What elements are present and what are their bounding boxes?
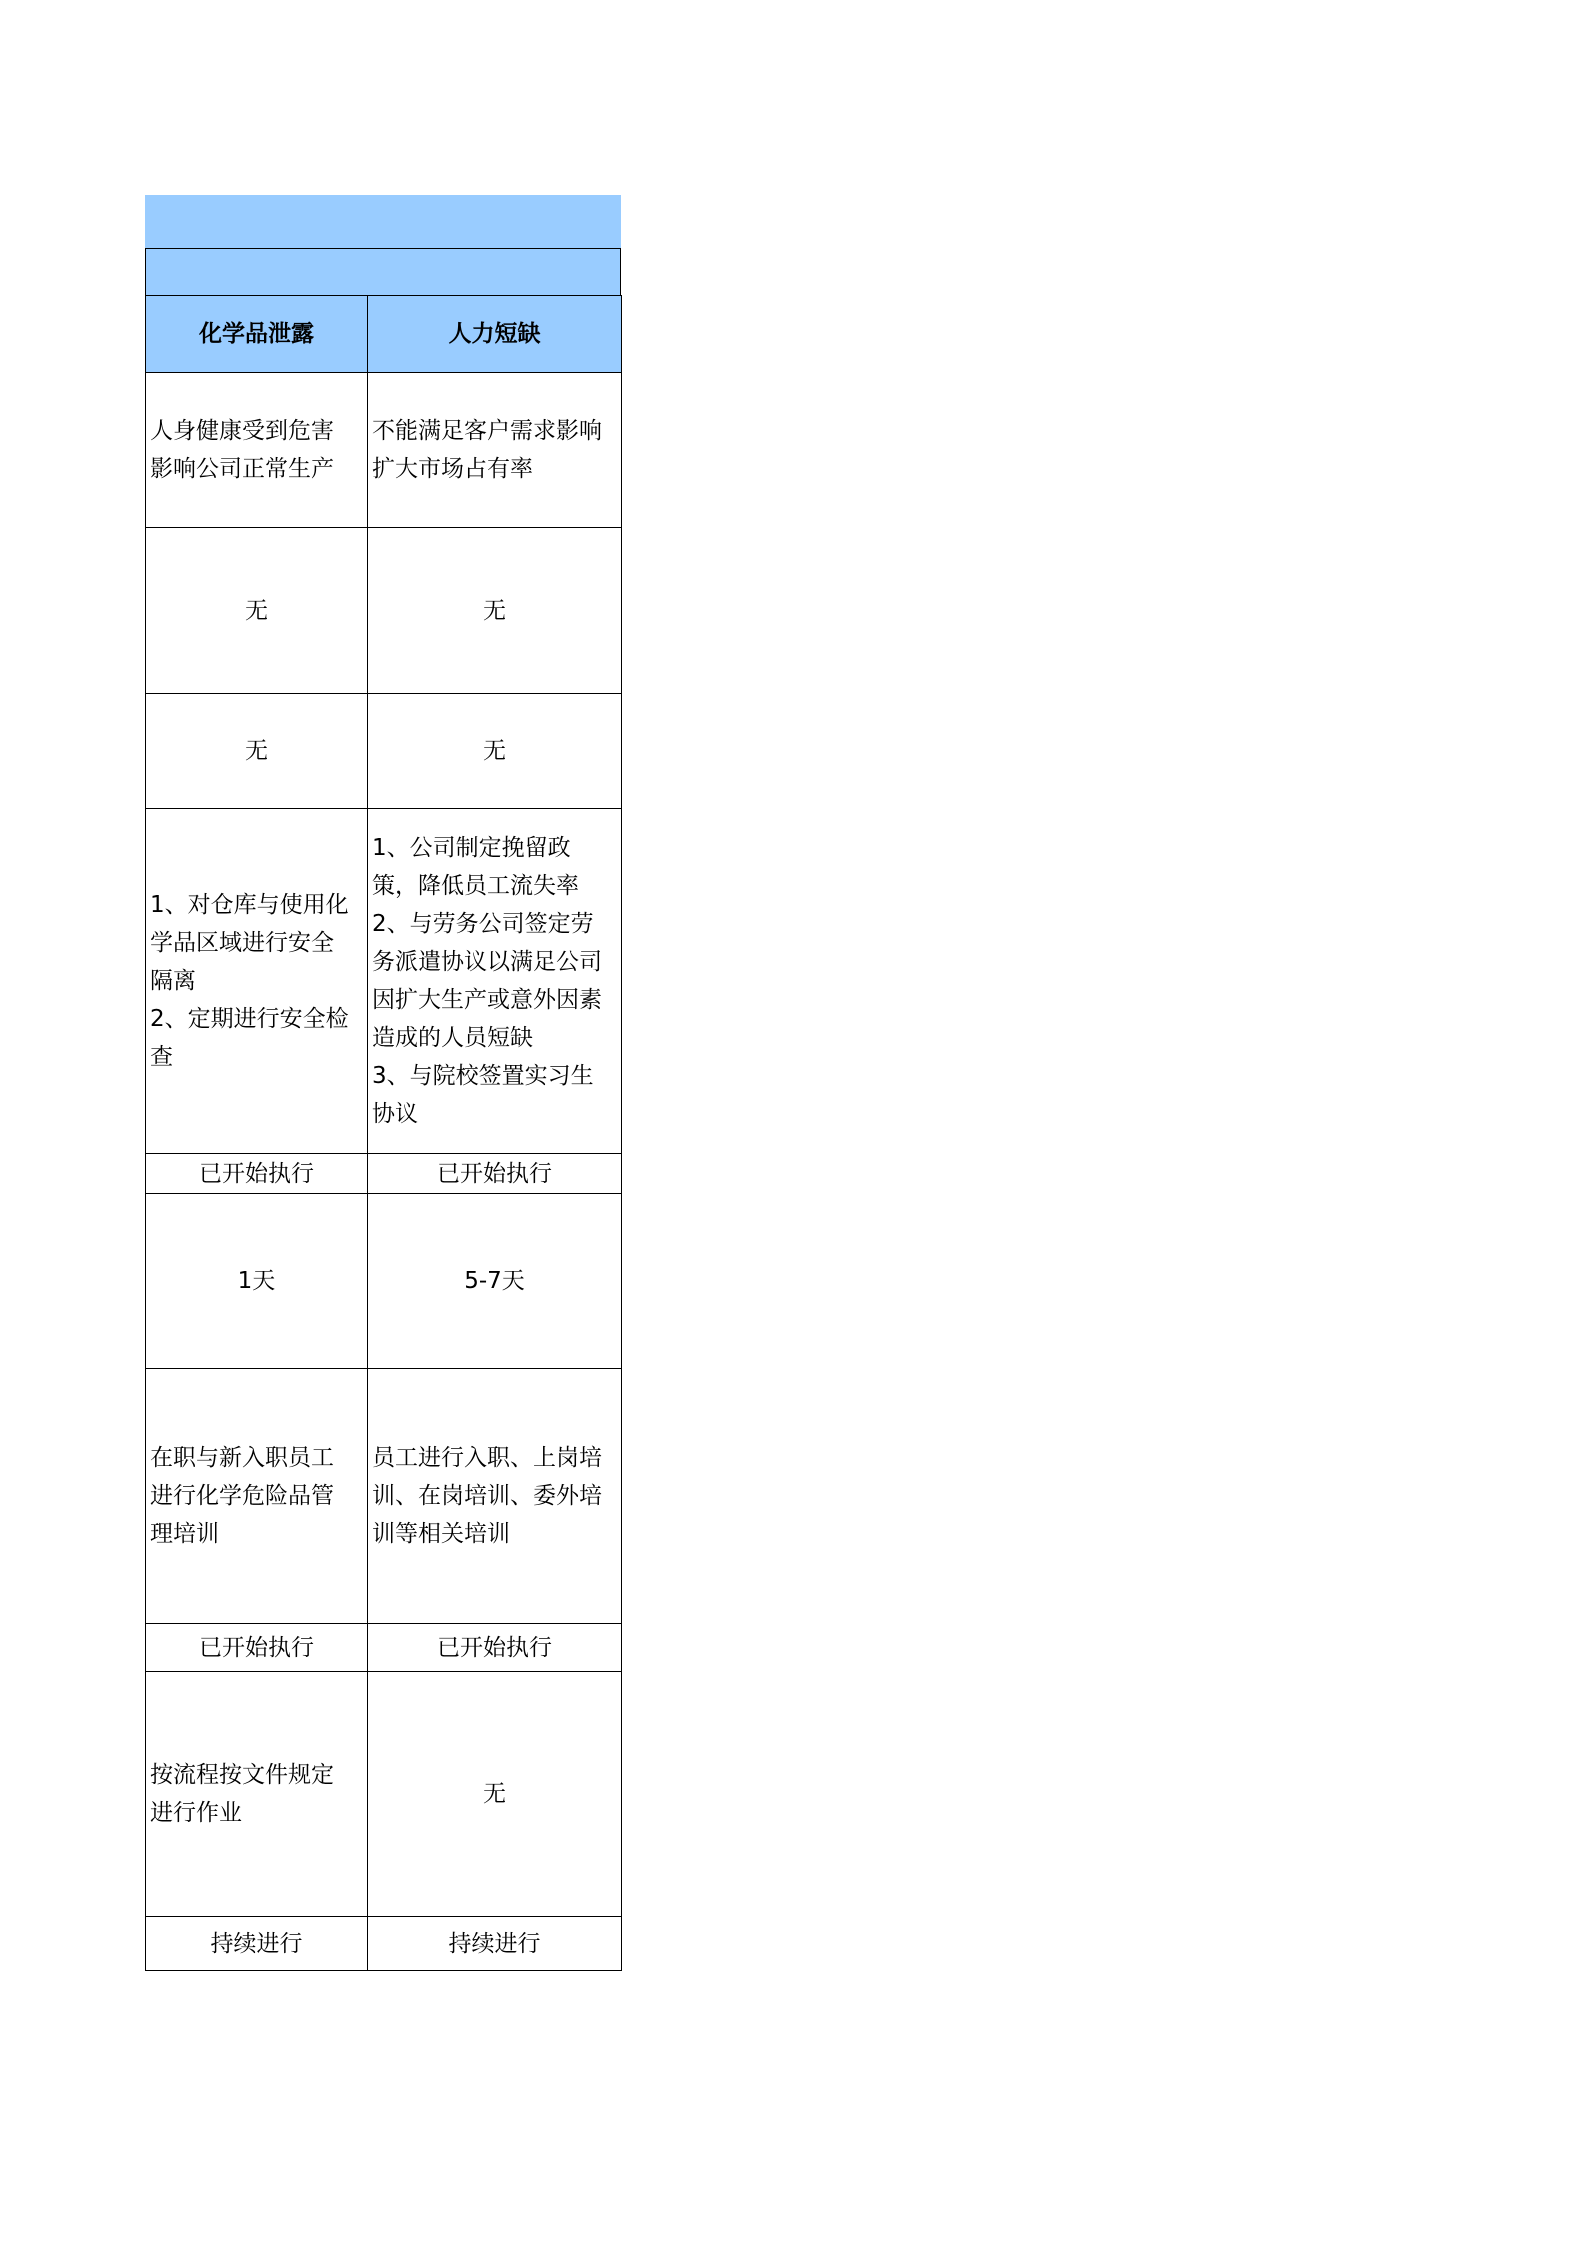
table-cell: 持续进行 (368, 1917, 622, 1971)
title-band (145, 195, 621, 248)
table-row (146, 1369, 622, 1624)
subtitle-band (145, 248, 621, 295)
risk-table (145, 295, 622, 1971)
table-cell: 持续进行 (146, 1917, 368, 1971)
table-row (146, 1917, 622, 1971)
header-cell-labor-shortage: 人力短缺 (368, 296, 622, 373)
table-cell: 无 (368, 528, 622, 694)
table-cell: 已开始执行 (146, 1624, 368, 1672)
table-row (146, 528, 622, 694)
table-row (146, 694, 622, 809)
table-cell: 无 (368, 1672, 622, 1917)
table-row (146, 1624, 622, 1672)
table-row (146, 373, 622, 528)
table-cell: 5-7天 (368, 1194, 622, 1369)
table-cell: 无 (146, 528, 368, 694)
table-cell: 已开始执行 (368, 1154, 622, 1194)
table-cell: 无 (146, 694, 368, 809)
table-cell: 人身健康受到危害 影响公司正常生产 (146, 373, 368, 528)
table-row (146, 1194, 622, 1369)
header-cell-chemical-leak: 化学品泄露 (146, 296, 368, 373)
table-cell: 员工进行入职、上岗培 训、在岗培训、委外培 训等相关培训 (368, 1369, 622, 1624)
table-cell: 已开始执行 (368, 1624, 622, 1672)
table-cell: 按流程按文件规定 进行作业 (146, 1672, 368, 1917)
table-cell: 在职与新入职员工 进行化学危险品管 理培训 (146, 1369, 368, 1624)
header-row (146, 296, 622, 373)
table-cell: 无 (368, 694, 622, 809)
table-cell: 1、对仓库与使用化 学品区域进行安全 隔离 2、定期进行安全检 查 (146, 809, 368, 1154)
table-row (146, 1672, 622, 1917)
table-cell: 1天 (146, 1194, 368, 1369)
table-cell: 已开始执行 (146, 1154, 368, 1194)
table-row (146, 1154, 622, 1194)
spreadsheet-table (145, 195, 621, 1971)
table-row (146, 809, 622, 1154)
table-cell: 1、公司制定挽留政 策，降低员工流失率 2、与劳务公司签定劳 务派遣协议以满足公司 因扩大生产或意外因素 造成的人员短缺 3、与院校签置实习生 协议 (368, 809, 622, 1154)
table-cell: 不能满足客户需求影响 扩大市场占有率 (368, 373, 622, 528)
